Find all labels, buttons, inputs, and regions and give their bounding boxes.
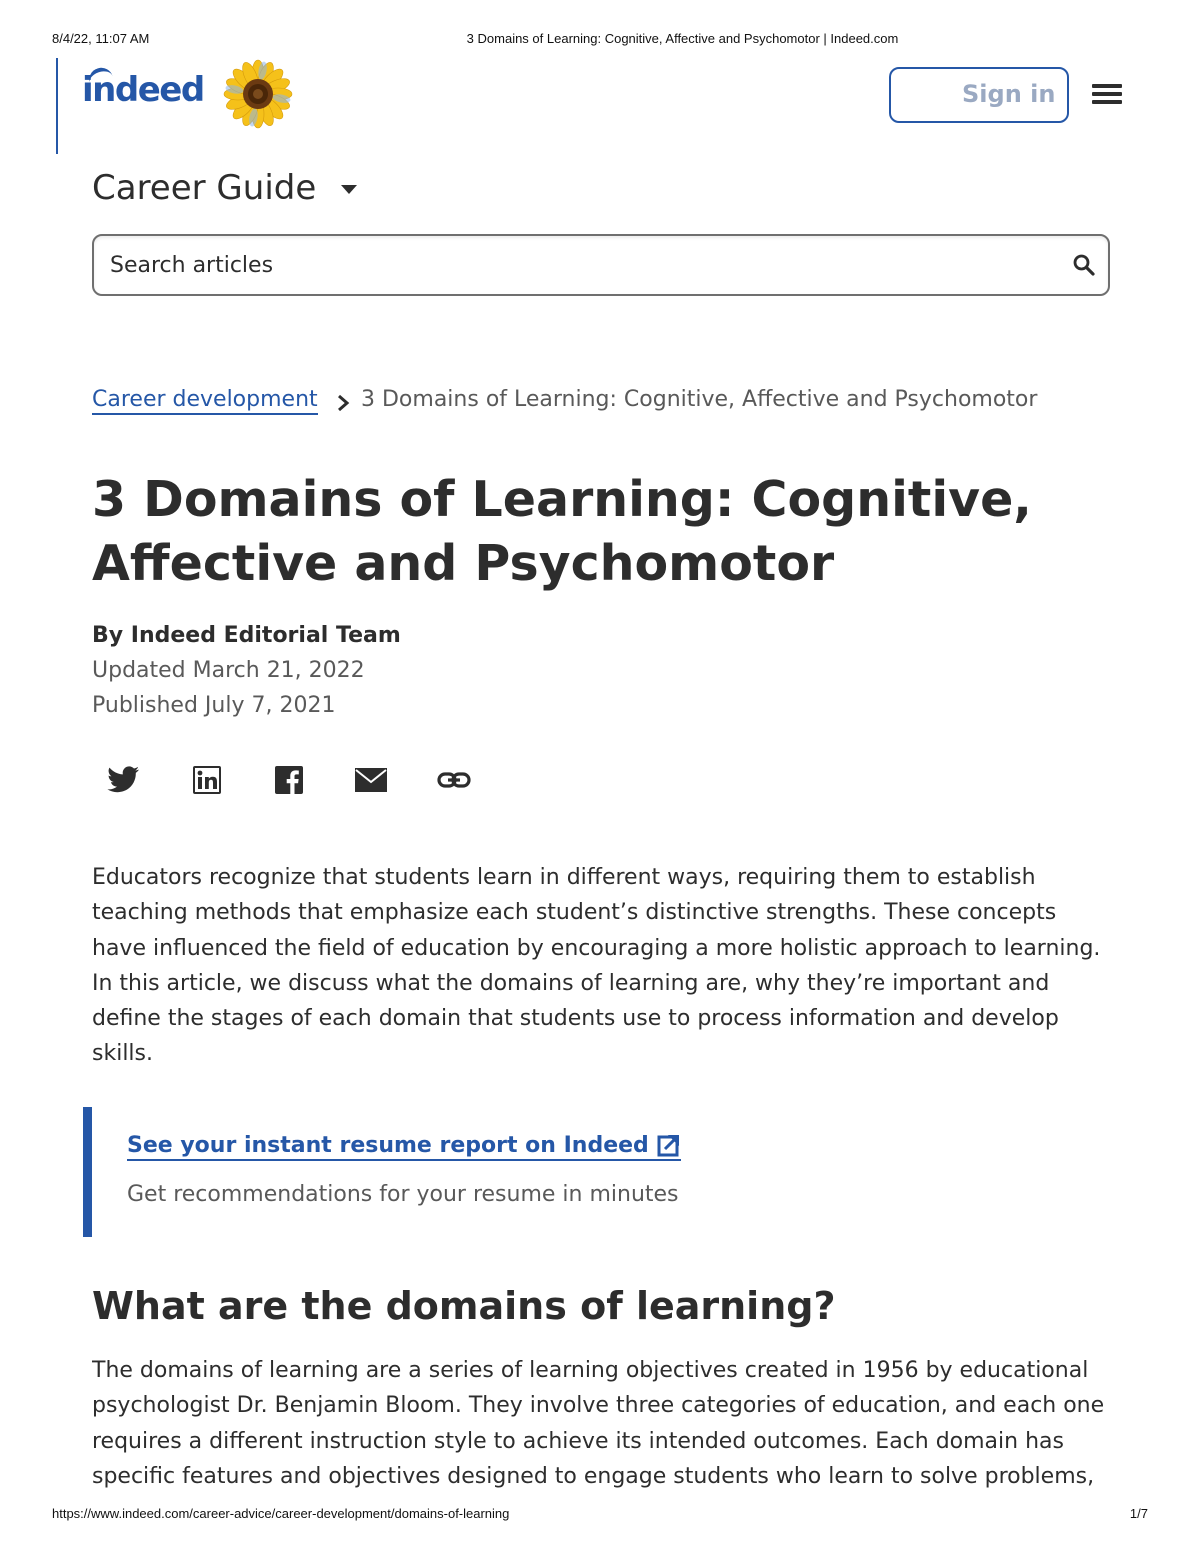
- chevron-right-icon: [336, 394, 350, 412]
- page-left-rule: [56, 58, 58, 154]
- link-icon[interactable]: [437, 764, 471, 796]
- breadcrumb-career-development[interactable]: Career development: [92, 387, 318, 415]
- section-body: The domains of learning are a series of learning objectives created in 1956 by educational psychologist Dr. Benjamin Bloom. They involve three categories of education, and each one requires a different instruction style to achieve its intended outcomes. Each domain has specific features and objectives designed to engage students who learn to solve problems,: [92, 1358, 1105, 1489]
- print-page-number: 1/7: [1129, 1506, 1148, 1521]
- breadcrumb-current: 3 Domains of Learning: Cognitive, Affective and Psychomotor: [361, 387, 1038, 412]
- print-header: [0, 31, 1200, 51]
- external-link-icon[interactable]: [657, 1133, 681, 1157]
- chevron-down-icon[interactable]: [341, 185, 357, 194]
- print-footer: [0, 1506, 1200, 1526]
- article-intro: Educators recognize that students learn in different ways, requiring them to establish teaching methods that emphasize each student’s distinctive strengths. These concepts have influenced the field of education by encouraging a more holistic approach to learning. In this article, we discuss what the domains of learning are, why they’re important and define the stages of each domain that students use to process information and develop skills.: [92, 865, 1101, 1067]
- search-input[interactable]: [94, 236, 1108, 294]
- callout-accent-bar: [83, 1107, 92, 1237]
- logo-text: indeed: [82, 70, 204, 110]
- article-published-date: Published July 7, 2021: [92, 693, 336, 718]
- section-heading: What are the domains of learning?: [92, 1284, 836, 1328]
- article-byline: By Indeed Editorial Team: [92, 623, 401, 648]
- print-url: https://www.indeed.com/career-advice/career-development/domains-of-learning: [52, 1506, 510, 1521]
- sunflower-icon: [222, 58, 294, 130]
- career-guide-dropdown[interactable]: Career Guide: [92, 168, 317, 208]
- linkedin-icon[interactable]: [190, 764, 224, 796]
- resume-report-subtext: Get recommendations for your resume in minutes: [127, 1182, 679, 1207]
- search-box[interactable]: [92, 234, 1110, 296]
- indeed-logo[interactable]: [82, 70, 204, 110]
- resume-report-link-text[interactable]: See your instant resume report on Indeed: [127, 1133, 649, 1158]
- hamburger-menu-icon[interactable]: [1092, 84, 1122, 106]
- print-timestamp: 8/4/22, 11:07 AM: [52, 31, 150, 46]
- facebook-icon[interactable]: [272, 764, 306, 796]
- page-title: 3 Domains of Learning: Cognitive, Affective and Psychomotor: [92, 471, 1032, 592]
- email-icon[interactable]: [354, 764, 388, 796]
- print-document-title: 3 Domains of Learning: Cognitive, Affective and Psychomotor | Indeed.com: [466, 31, 899, 46]
- resume-report-link[interactable]: [127, 1133, 681, 1161]
- twitter-icon[interactable]: [106, 764, 140, 796]
- search-icon[interactable]: [1072, 253, 1096, 277]
- article-updated-date: Updated March 21, 2022: [92, 658, 365, 683]
- sign-in-label[interactable]: Sign in: [962, 80, 1056, 108]
